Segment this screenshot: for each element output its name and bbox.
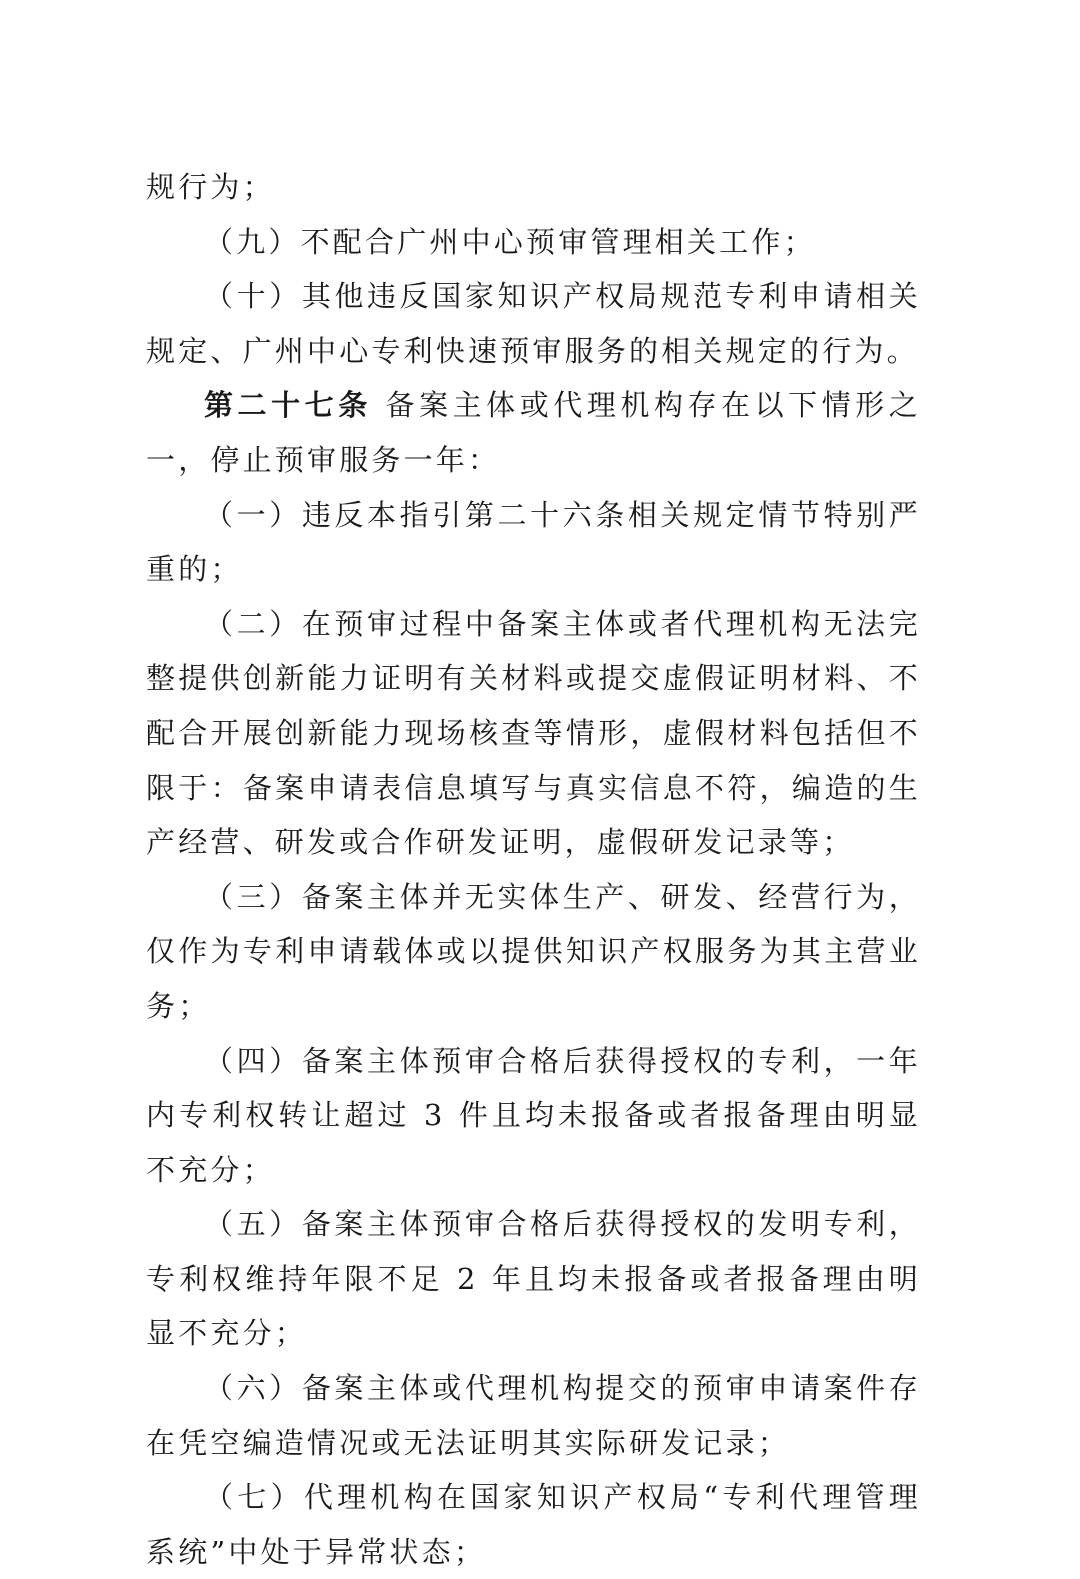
paragraph-item-2: （二）在预审过程中备案主体或者代理机构无法完整提供创新能力证明有关材料或提交虚假证明材料、不配合开展创新能力现场核查等情形，虚假材料包括但不限于：备案申请表信息填写与真实信息不符，编造的生产经营、研发或合作研发证明，虚假研发记录等； bbox=[146, 606, 921, 860]
article-number: 第二十七条 bbox=[204, 388, 372, 423]
document-body bbox=[146, 160, 921, 1579]
paragraph-item-6: （六）备案主体或代理机构提交的预审申请案件存在凭空编造情况或无法证明其实际研发记录； bbox=[146, 1371, 921, 1460]
paragraph-item-4: （四）备案主体预审合格后获得授权的专利，一年内专利权转让超过 3 件且均未报备或者报备理由明显不充分； bbox=[146, 1043, 921, 1187]
paragraph-item-7: （七）代理机构在国家知识产权局“专利代理管理系统”中处于异常状态； bbox=[146, 1480, 921, 1569]
paragraph-item-1: （一）违反本指引第二十六条相关规定情节特别严重的； bbox=[146, 497, 921, 587]
paragraph-article-27: 第二十七条 备案主体或代理机构存在以下情形之一，停止预审服务一年： bbox=[146, 388, 921, 477]
paragraph-item-5: （五）备案主体预审合格后获得授权的发明专利，专利权维持年限不足 2 年且均未报备或者报备理由明显不充分； bbox=[146, 1207, 921, 1351]
paragraph-item-9: （九）不配合广州中心预审管理相关工作； bbox=[204, 224, 816, 259]
paragraph-item-3: （三）备案主体并无实体生产、研发、经营行为，仅作为专利申请载体或以提供知识产权服务为其主营业务； bbox=[146, 879, 921, 1023]
paragraph-item-10: （十）其他违反国家知识产权局规范专利申请相关规定、广州中心专利快速预审服务的相关规定的行为。 bbox=[146, 279, 921, 368]
paragraph-continuation: 规行为； bbox=[146, 170, 275, 204]
